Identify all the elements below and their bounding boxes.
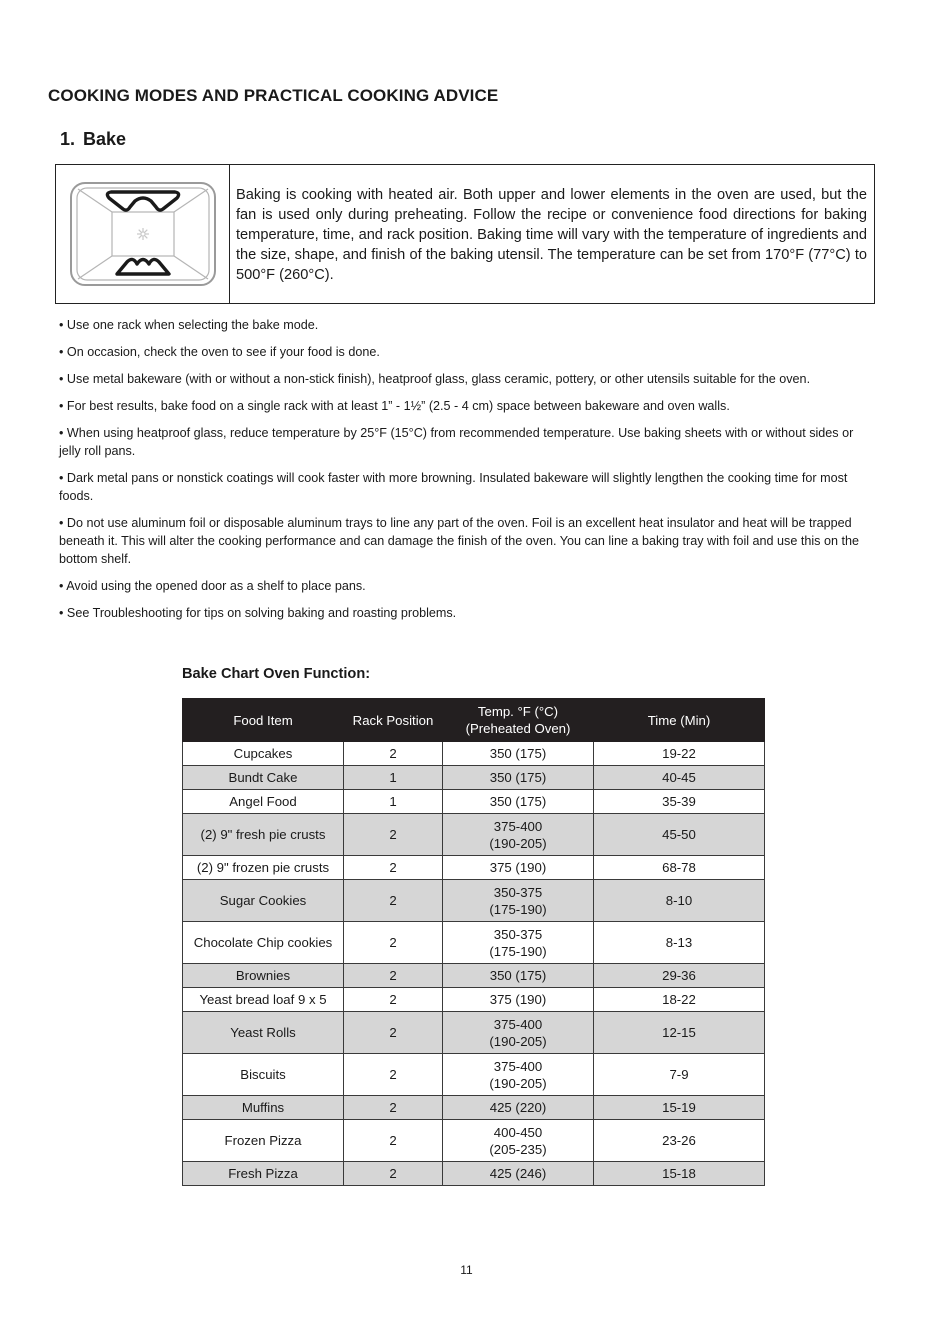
cell-food-item: Yeast bread loaf 9 x 5 [183,988,344,1012]
cell-time: 15-18 [594,1162,765,1186]
bake-chart-table [182,698,765,1186]
cell-time: 23-26 [594,1120,765,1162]
temp-line1: 350-375 [493,926,543,942]
cell-time: 35-39 [594,790,765,814]
cell-rack-position: 2 [344,988,443,1012]
table-row [183,1012,765,1054]
table-row [183,964,765,988]
temp-line1: 375 (190) [489,992,547,1007]
table-row [183,1120,765,1162]
cell-temperature [443,766,594,790]
table-row [183,988,765,1012]
column-header-temperature [443,699,594,742]
cell-rack-position: 2 [344,1120,443,1162]
cell-time: 7-9 [594,1054,765,1096]
cell-food-item: Chocolate Chip cookies [183,922,344,964]
list-item: • Dark metal pans or nonstick coatings will cook faster with more browning. Insulated bakeware will slightly lengthen the cooking time for most foods. [59,469,871,505]
intro-icon-cell [56,165,230,303]
temp-line1: 375-400 [493,1058,543,1074]
cell-time: 29-36 [594,964,765,988]
cell-rack-position: 2 [344,1054,443,1096]
column-header-food-item: Food Item [183,699,344,742]
list-item: • See Troubleshooting for tips on solving baking and roasting problems. [59,604,871,622]
table-row [183,790,765,814]
cell-temperature [443,880,594,922]
temp-line1: 350 (175) [489,968,547,983]
cell-temperature [443,856,594,880]
table-row [183,1162,765,1186]
cell-time: 18-22 [594,988,765,1012]
table-row [183,880,765,922]
list-item: • Avoid using the opened door as a shelf to place pans. [59,577,871,595]
cell-food-item: Sugar Cookies [183,880,344,922]
temp-line1: 425 (220) [489,1100,547,1115]
cell-food-item: Angel Food [183,790,344,814]
table-row [183,814,765,856]
cell-time: 19-22 [594,742,765,766]
cell-rack-position: 2 [344,1162,443,1186]
table-row [183,742,765,766]
cell-food-item: (2) 9" frozen pie crusts [183,856,344,880]
cell-time: 45-50 [594,814,765,856]
cell-rack-position: 2 [344,856,443,880]
cell-food-item: (2) 9" fresh pie crusts [183,814,344,856]
cell-food-item: Brownies [183,964,344,988]
bake-chart-title: Bake Chart Oven Function: [182,666,371,682]
cell-temperature [443,1120,594,1162]
temp-line1: 350-375 [493,884,543,900]
list-item: • On occasion, check the oven to see if your food is done. [59,343,871,361]
column-header-rack-position: Rack Position [344,699,443,742]
cell-time: 68-78 [594,856,765,880]
cell-food-item: Biscuits [183,1054,344,1096]
temp-header-line2: (Preheated Oven) [465,721,571,736]
cell-temperature [443,790,594,814]
table-row [183,856,765,880]
cell-temperature [443,988,594,1012]
oven-bake-mode-icon [69,181,217,287]
cell-rack-position: 2 [344,922,443,964]
cell-temperature [443,922,594,964]
temp-line2: (190-205) [489,1075,547,1091]
list-item: • Use metal bakeware (with or without a non-stick finish), heatproof glass, glass ceramic, pottery, or other utensils suitable for the oven. [59,370,871,388]
cell-time: 15-19 [594,1096,765,1120]
temp-header-line1: Temp. °F (°C) [477,704,559,719]
cell-rack-position: 2 [344,1096,443,1120]
temp-line2: (175-190) [489,943,547,959]
list-item: • Use one rack when selecting the bake mode. [59,316,871,334]
cell-time: 12-15 [594,1012,765,1054]
cell-time: 40-45 [594,766,765,790]
cell-temperature [443,742,594,766]
cell-rack-position: 2 [344,1012,443,1054]
temp-line1: 375-400 [493,818,543,834]
temp-line1: 400-450 [493,1124,543,1140]
cell-temperature [443,964,594,988]
cell-food-item: Cupcakes [183,742,344,766]
cell-rack-position: 2 [344,742,443,766]
cell-temperature [443,1096,594,1120]
bake-intro-box [55,164,875,304]
bake-intro-text: Baking is cooking with heated air. Both upper and lower elements in the oven are used, but the fan is used only during preheating. Follow the recipe or convenience food directions for baking temperature, time, and rack position. Baking time will vary with the temperature of ingredients and the size, shape, and finish of the baking utensil. The temperature can be set from 170°F (77°C) to 500°F (260°C). [236,187,867,283]
temp-line2: (190-205) [489,835,547,851]
cell-food-item: Yeast Rolls [183,1012,344,1054]
cell-rack-position: 2 [344,964,443,988]
section-title [60,129,126,150]
cell-rack-position: 1 [344,790,443,814]
table-row [183,766,765,790]
cell-food-item: Bundt Cake [183,766,344,790]
bake-chart-body [183,742,765,1186]
temp-line1: 375-400 [493,1016,543,1032]
cell-rack-position: 2 [344,814,443,856]
table-row [183,1054,765,1096]
cell-temperature [443,1054,594,1096]
temp-line1: 375 (190) [489,860,547,875]
temp-line1: 350 (175) [489,770,547,785]
cell-food-item: Muffins [183,1096,344,1120]
table-header-row [183,699,765,742]
cell-temperature [443,814,594,856]
section-number: 1. [60,129,76,149]
temp-line2: (190-205) [489,1033,547,1049]
temp-line2: (205-235) [489,1141,547,1157]
temp-line1: 350 (175) [489,794,547,809]
cell-temperature [443,1162,594,1186]
cell-food-item: Fresh Pizza [183,1162,344,1186]
cell-time: 8-10 [594,880,765,922]
column-header-time: Time (Min) [594,699,765,742]
cell-temperature [443,1012,594,1054]
page-number: 11 [460,1263,473,1277]
table-row [183,1096,765,1120]
list-item: • Do not use aluminum foil or disposable aluminum trays to line any part of the oven. Foil is an excellent heat insulator and heat will be trapped beneath it. This will alter the cooking performance and can damage the finish of the oven. You can line a baking tray with foil and use this on the bottom shelf. [59,514,871,568]
temp-line1: 350 (175) [489,746,547,761]
table-row [183,922,765,964]
temp-line2: (175-190) [489,901,547,917]
section-title-text: Bake [83,129,127,149]
temp-line1: 425 (246) [489,1166,547,1181]
baking-tips-list [59,316,871,631]
list-item: • For best results, bake food on a single rack with at least 1” - 1½” (2.5 - 4 cm) space between bakeware and oven walls. [59,397,871,415]
cell-rack-position: 2 [344,880,443,922]
page-heading: COOKING MODES AND PRACTICAL COOKING ADVICE [48,86,499,105]
list-item: • When using heatproof glass, reduce temperature by 25°F (15°C) from recommended temperature. Use baking sheets with or without sides or jelly roll pans. [59,424,871,460]
cell-time: 8-13 [594,922,765,964]
cell-rack-position: 1 [344,766,443,790]
cell-food-item: Frozen Pizza [183,1120,344,1162]
